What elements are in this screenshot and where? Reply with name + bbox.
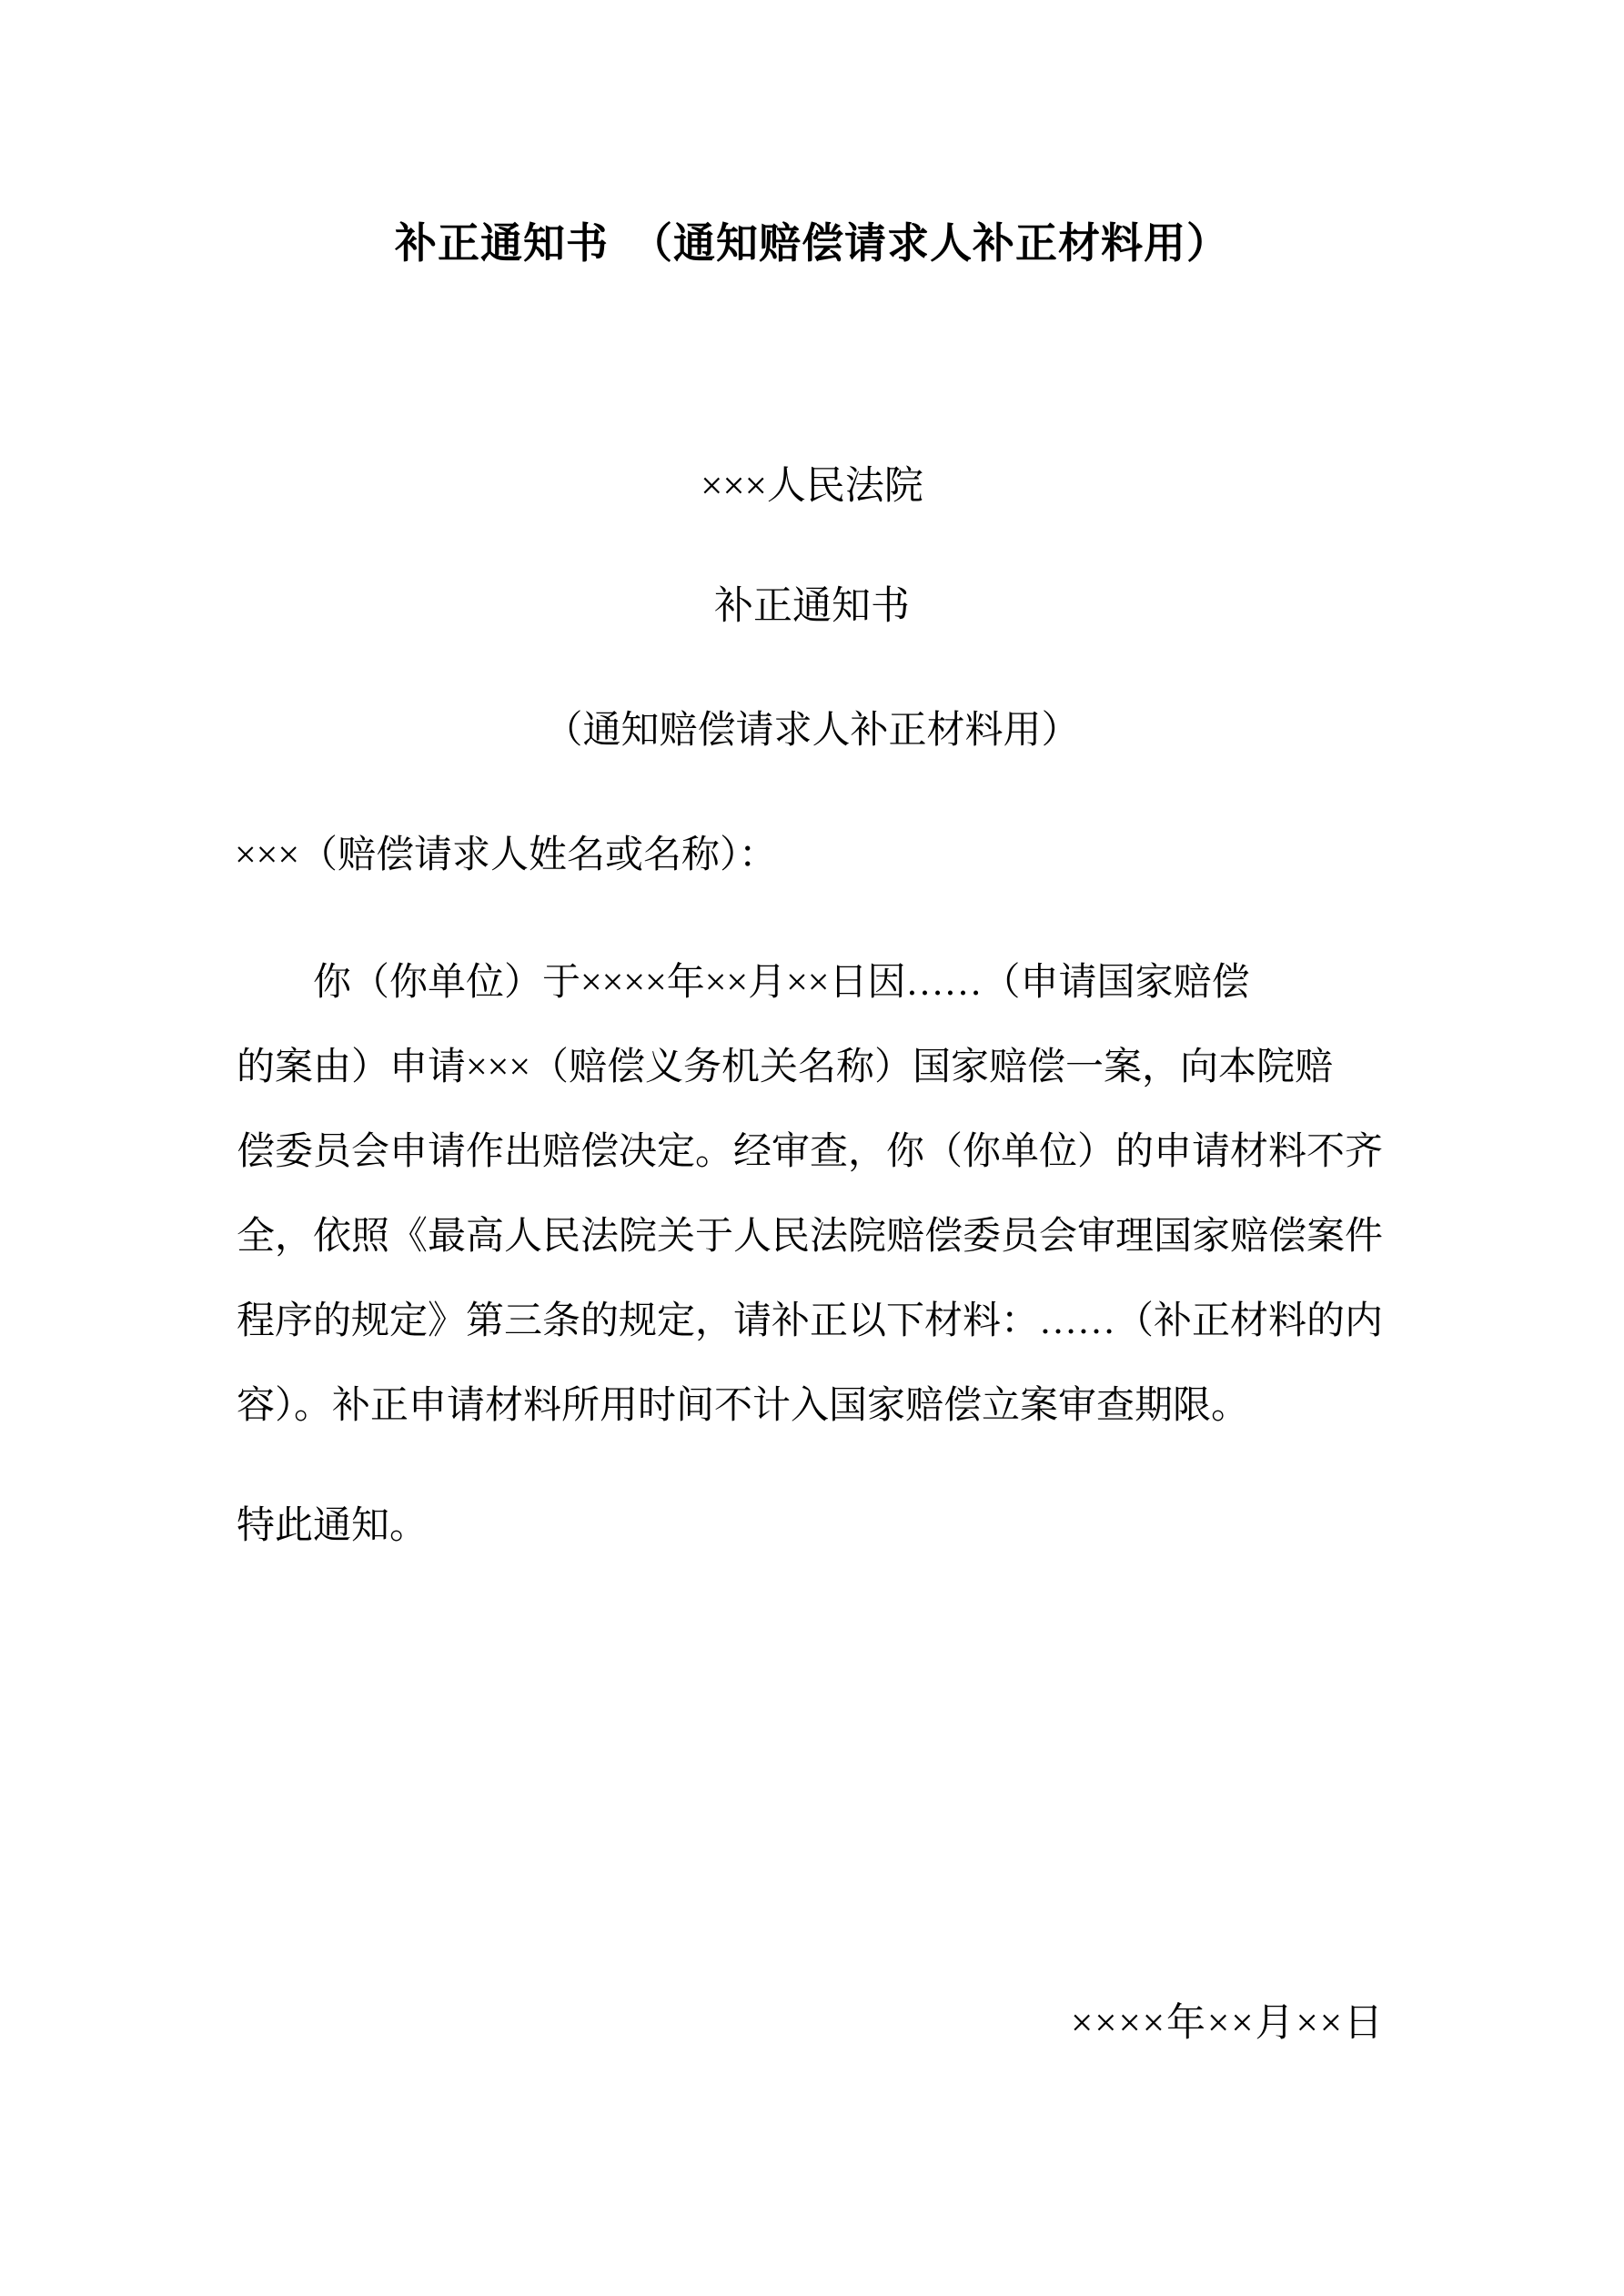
page-title: 补正通知书 （通知赔偿请求人补正材料用） bbox=[395, 220, 1229, 267]
recipient-line: ×××（赔偿请求人姓名或名称）： bbox=[235, 834, 778, 876]
court-name: ×××人民法院 bbox=[701, 465, 923, 508]
body-line: 全，依照《最高人民法院关于人民法院赔偿委员会审理国家赔偿案件 bbox=[237, 1216, 1384, 1258]
closing-line: 特此通知。 bbox=[237, 1505, 429, 1547]
body-line: 容）。补正申请材料所用时间不计入国家赔偿立案审查期限。 bbox=[237, 1385, 1250, 1427]
body-line: 偿委员会申请作出赔偿决定。经审查，你（你单位）的申请材料不齐 bbox=[237, 1131, 1384, 1173]
body-paragraph bbox=[237, 941, 1387, 1449]
body-line: 的案由）申请×××（赔偿义务机关名称）国家赔偿一案，向本院赔 bbox=[237, 1047, 1334, 1088]
body-line: 程序的规定》第三条的规定，请补正以下材料：……（补正材料的内 bbox=[237, 1300, 1384, 1342]
doc-title: 补正通知书 bbox=[714, 585, 910, 628]
body-line: 你（你单位）于××××年××月××日因……（申请国家赔偿 bbox=[313, 962, 1250, 1004]
date-line: ××××年××月××日 bbox=[1070, 2002, 1385, 2045]
doc-subtitle: （通知赔偿请求人补正材料用） bbox=[544, 710, 1080, 752]
